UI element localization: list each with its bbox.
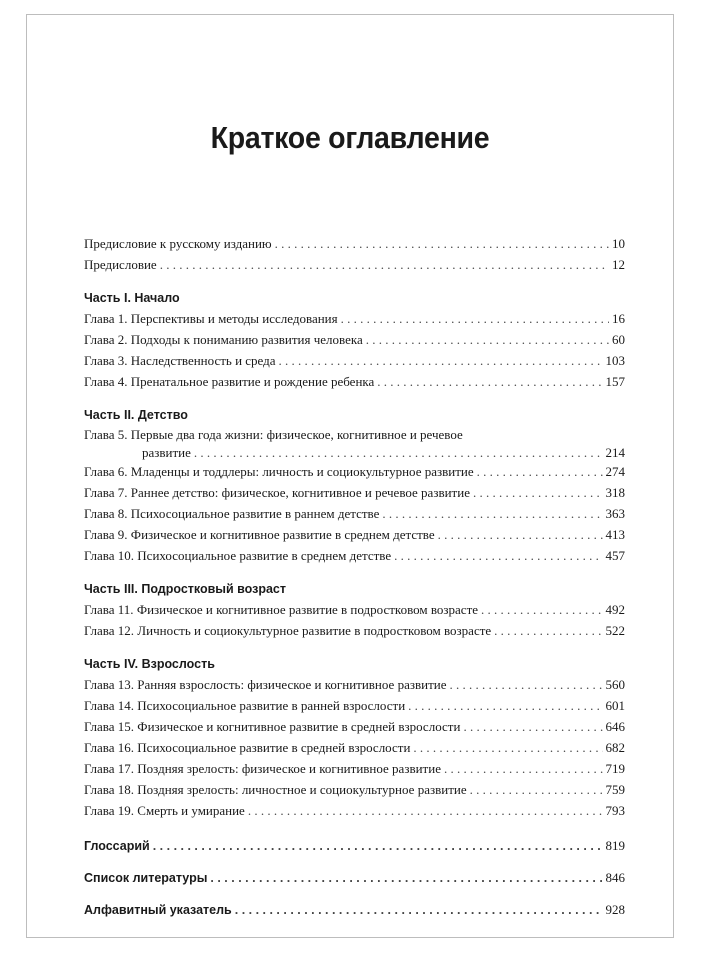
dot-leader xyxy=(481,599,602,620)
chapter-label: Глава 3. xyxy=(84,353,128,368)
dot-leader xyxy=(438,524,603,545)
page-number: 759 xyxy=(605,782,625,797)
entry-title: Предисловие xyxy=(84,257,157,272)
chapter-label: Глава 14. xyxy=(84,698,135,713)
chapter-label: Глава 11. xyxy=(84,602,134,617)
entry-title: Глоссарий xyxy=(84,839,150,853)
chapter-label: Глава 16. xyxy=(84,740,135,755)
dot-leader xyxy=(210,868,602,889)
dot-leader xyxy=(473,482,603,503)
dot-leader xyxy=(366,329,609,350)
chapter-label: Глава 8. xyxy=(84,506,128,521)
entry-title: Алфавитный указатель xyxy=(84,903,232,917)
toc-entry-chapter-13 xyxy=(84,674,625,695)
dot-leader xyxy=(494,620,602,641)
page-number: 719 xyxy=(605,761,625,776)
dot-leader xyxy=(194,445,603,461)
entry-title: Смерть и умирание xyxy=(137,803,245,818)
entry-title: Младенцы и тоддлеры: личность и социокультурное развитие xyxy=(130,464,474,479)
chapter-label: Глава 1. xyxy=(84,311,128,326)
entry-title: Поздняя зрелость: личностное и социокультурное развитие xyxy=(137,782,467,797)
toc-entry-chapter-4 xyxy=(84,371,625,392)
entry-title: Раннее детство: физическое, когнитивное и речевое развитие xyxy=(130,485,470,500)
entry-title: Наследственность и среда xyxy=(130,353,276,368)
toc-entry-chapter-10 xyxy=(84,545,625,566)
toc-entry-chapter-12 xyxy=(84,620,625,641)
toc-entry-chapter-5 xyxy=(84,425,625,445)
entry-title: Личность и социокультурное развитие в подростковом возрасте xyxy=(137,623,492,638)
toc-entry-chapter-19 xyxy=(84,800,625,821)
toc-entry-chapter-2 xyxy=(84,329,625,350)
toc-entry-preface-russian xyxy=(84,233,625,254)
page-number: 846 xyxy=(605,870,625,885)
toc-entry-chapter-9 xyxy=(84,524,625,545)
entry-title-continued: развитие xyxy=(142,445,191,460)
chapter-label: Глава 15. xyxy=(84,719,135,734)
toc-entry-chapter-15 xyxy=(84,716,625,737)
page-number: 646 xyxy=(605,719,625,734)
dot-leader xyxy=(408,695,602,716)
page-number: 522 xyxy=(605,623,625,638)
page-number: 928 xyxy=(605,902,625,917)
chapter-label: Глава 2. xyxy=(84,332,128,347)
toc-entry-chapter-1 xyxy=(84,308,625,329)
toc-entry-chapter-17 xyxy=(84,758,625,779)
chapter-label: Глава 4. xyxy=(84,374,128,389)
table-of-contents xyxy=(84,233,625,920)
toc-entry-chapter-14 xyxy=(84,695,625,716)
dot-leader xyxy=(275,233,609,254)
page-number: 157 xyxy=(605,374,625,389)
page-number: 10 xyxy=(612,236,625,251)
entry-title: Список литературы xyxy=(84,871,208,885)
chapter-label: Глава 17. xyxy=(84,761,135,776)
entry-title: Подходы к пониманию развития человека xyxy=(130,332,363,347)
dot-leader xyxy=(377,371,602,392)
page-number: 318 xyxy=(605,485,625,500)
toc-entry-chapter-7 xyxy=(84,482,625,503)
dot-leader xyxy=(413,737,602,758)
page-number: 793 xyxy=(605,803,625,818)
chapter-label: Глава 18. xyxy=(84,782,135,797)
dot-leader xyxy=(153,836,603,857)
chapter-label: Глава 7. xyxy=(84,485,128,500)
dot-leader xyxy=(444,758,603,779)
page-number: 60 xyxy=(612,332,625,347)
dot-leader xyxy=(470,779,603,800)
page-number: 274 xyxy=(605,464,625,479)
chapter-label: Глава 10. xyxy=(84,548,135,563)
dot-leader xyxy=(248,800,603,821)
dot-leader xyxy=(394,545,602,566)
page-number: 819 xyxy=(605,838,625,853)
toc-entry-chapter-5-continued xyxy=(84,445,625,461)
page-number: 682 xyxy=(605,740,625,755)
entry-title: Психосоциальное развитие в раннем детстве xyxy=(130,506,380,521)
chapter-label: Глава 9. xyxy=(84,527,128,542)
dot-leader xyxy=(160,254,609,275)
part-heading-3: Часть III. Подростковый возраст xyxy=(84,582,287,596)
toc-entry-chapter-3 xyxy=(84,350,625,371)
page-number: 12 xyxy=(612,257,625,272)
chapter-label: Глава 12. xyxy=(84,623,135,638)
page-number: 492 xyxy=(605,602,625,617)
entry-title: Поздняя зрелость: физическое и когнитивное развитие xyxy=(137,761,441,776)
dot-leader xyxy=(463,716,602,737)
part-heading-1: Часть I. Начало xyxy=(84,291,180,305)
toc-entry-preface xyxy=(84,254,625,275)
entry-title: Психосоциальное развитие в средней взрослости xyxy=(137,740,411,755)
toc-entry-references xyxy=(84,867,625,888)
toc-entry-chapter-11 xyxy=(84,599,625,620)
entry-title: Психосоциальное развитие в ранней взрослости xyxy=(137,698,406,713)
page-number: 214 xyxy=(605,445,625,460)
entry-title: Пренатальное развитие и рождение ребенка xyxy=(130,374,375,389)
entry-title: Ранняя взрослость: физическое и когнитивное развитие xyxy=(137,677,447,692)
entry-title: Физическое и когнитивное развитие в среднем детстве xyxy=(130,527,435,542)
entry-title: Физическое и когнитивное развитие в подростковом возрасте xyxy=(136,602,479,617)
toc-entry-chapter-16 xyxy=(84,737,625,758)
page-number: 103 xyxy=(605,353,625,368)
dot-leader xyxy=(235,900,603,921)
page-number: 413 xyxy=(605,527,625,542)
entry-title: Предисловие к русскому изданию xyxy=(84,236,272,251)
dot-leader xyxy=(382,503,602,524)
page-title: Краткое оглавление xyxy=(210,120,490,155)
entry-title: Психосоциальное развитие в среднем детстве xyxy=(137,548,392,563)
part-heading-4: Часть IV. Взрослость xyxy=(84,657,215,671)
toc-entry-chapter-6 xyxy=(84,461,625,482)
part-heading-2: Часть II. Детство xyxy=(84,408,188,422)
toc-entry-chapter-18 xyxy=(84,779,625,800)
page-number: 457 xyxy=(605,548,625,563)
chapter-label: Глава 13. xyxy=(84,677,135,692)
toc-entry-chapter-8 xyxy=(84,503,625,524)
page-number: 560 xyxy=(605,677,625,692)
toc-entry-index xyxy=(84,899,625,920)
toc-entry-glossary xyxy=(84,835,625,856)
entry-title: Физическое и когнитивное развитие в средней взрослости xyxy=(137,719,461,734)
book-page xyxy=(26,14,674,938)
chapter-label: Глава 6. xyxy=(84,464,128,479)
page-number: 601 xyxy=(605,698,625,713)
page-number: 16 xyxy=(612,311,625,326)
chapter-label: Глава 19. xyxy=(84,803,135,818)
dot-leader xyxy=(279,350,603,371)
dot-leader xyxy=(449,674,602,695)
page-number: 363 xyxy=(605,506,625,521)
chapter-label: Глава 5. xyxy=(84,427,128,442)
dot-leader xyxy=(341,308,609,329)
entry-title: Перспективы и методы исследования xyxy=(130,311,338,326)
dot-leader xyxy=(477,461,603,482)
entry-title: Первые два года жизни: физическое, когнитивное и речевое xyxy=(130,427,463,442)
